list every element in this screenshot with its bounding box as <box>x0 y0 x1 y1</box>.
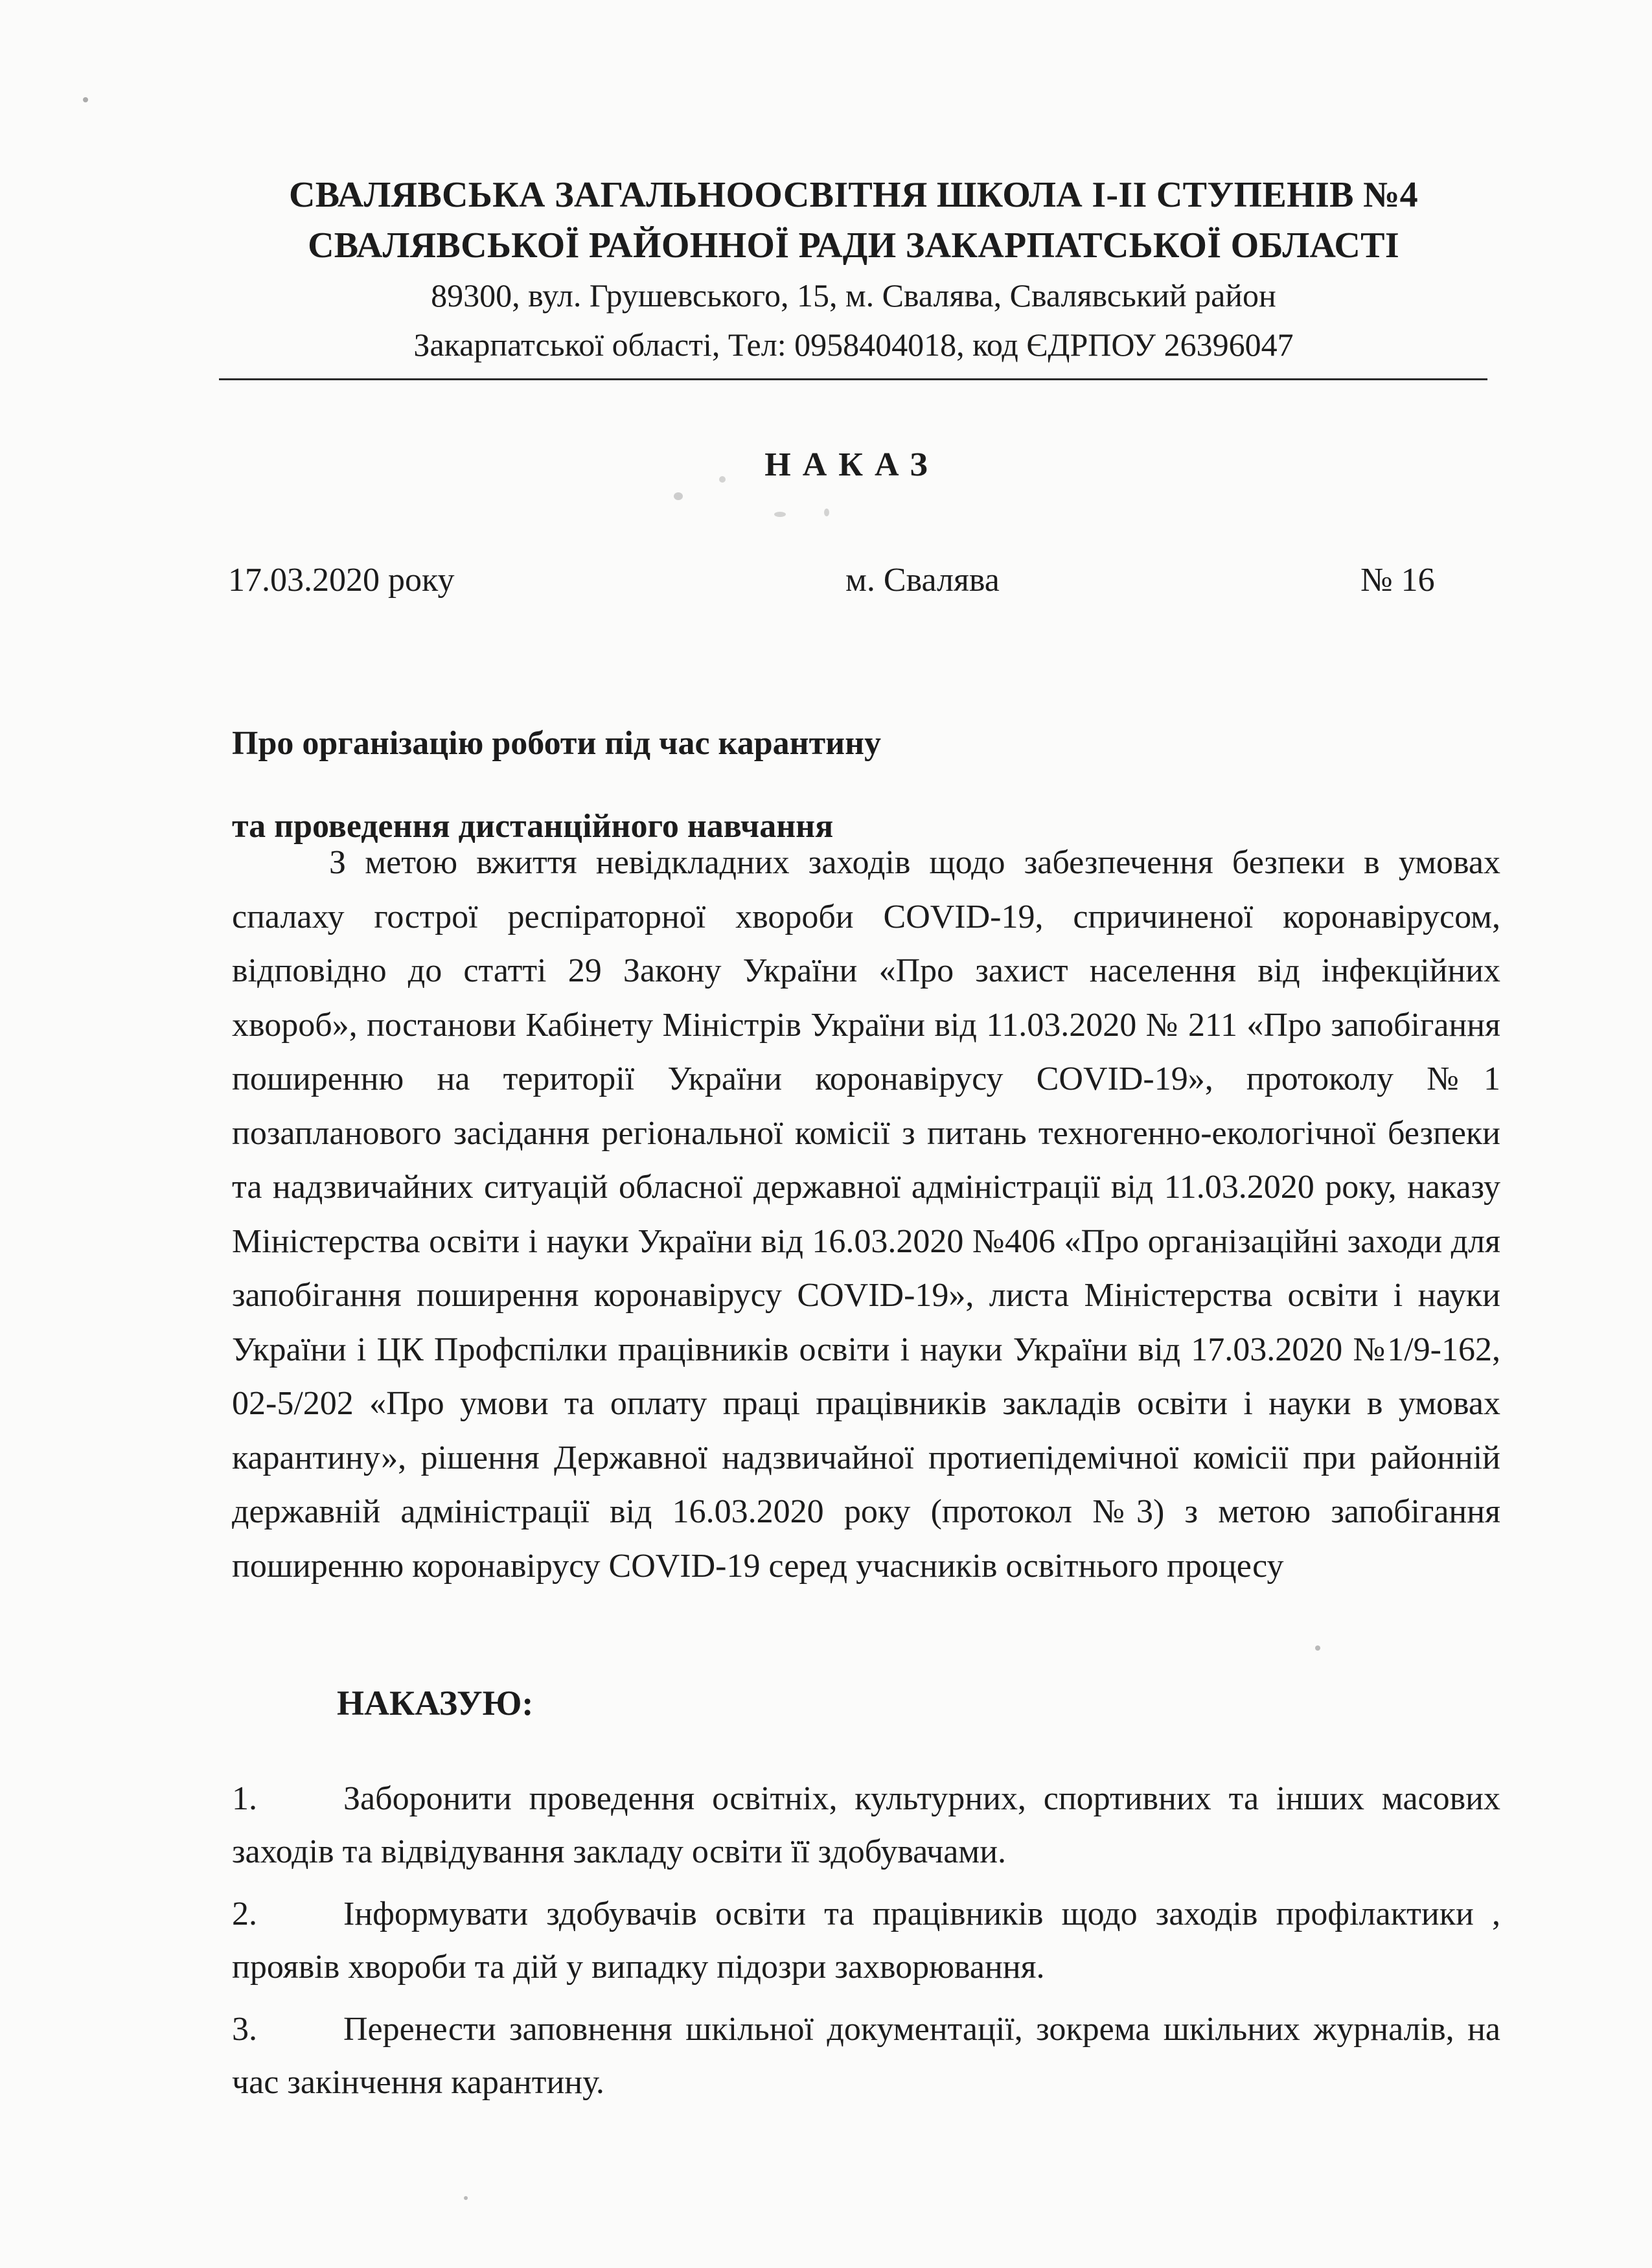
subject-line-1: Про організацію роботи під час карантину <box>232 725 882 762</box>
scan-speck <box>719 476 726 483</box>
scan-speck <box>774 512 786 517</box>
school-name: СВАЛЯВСЬКА ЗАГАЛЬНООСВІТНЯ ШКОЛА І-ІІ СТУПЕНІВ №4 <box>289 175 1418 215</box>
order-city: м. Свалява <box>845 562 1000 599</box>
document-title: НАКАЗ <box>764 446 939 483</box>
school-contacts: Закарпатської області, Тел: 0958404018, код ЄДРПОУ 26396047 <box>413 326 1294 363</box>
order-items <box>232 1772 1500 2118</box>
scan-speck <box>674 492 683 500</box>
decree-heading: НАКАЗУЮ: <box>337 1684 534 1723</box>
scan-speck <box>464 2196 468 2200</box>
order-date: 17.03.2020 року <box>228 562 455 599</box>
preamble-paragraph: З метою вжиття невідкладних заходів щодо забезпечення безпеки в умовах спалаху гострої респіраторної хвороби COVID-19, спричиненої коронавірусом, відповідно до статті 29 Закону України «Про захист населення від інфекційних хвороб», постанови Кабінету Міністрів України від 11.03.2020 № 211 «Про запобігання поширенню на території України коронавірусу COVID-19», протоколу №1 позапланового засідання регіональної комісії з питань техногенно-екологічної безпеки та надзвичайних ситуацій обласної державної адміністрації від 11.03.2020 року, наказу Міністерства освіти і науки України від 16.03.2020 №406 «Про організаційні заходи для запобігання поширення коронавірусу COVID-19», листа Міністерства освіти і науки України і ЦК Профспілки працівників освіти і науки України від 17.03.2020 №1/9-162, 02-5/202 «Про умови та оплату праці працівників закладів освіти і науки в умовах карантину», рішення Державної надзвичайної протиепідемічної комісії при районній державній адміністрації від 16.03.2020 року (протокол №3) з метою запобігання поширенню коронавірусу COVID-19 серед учасників освітнього процесу <box>232 844 1500 1585</box>
item-text: Заборонити проведення освітніх, культурних, спортивних та інших масових заходів та відвідування закладу освіти її здобувачами. <box>232 1780 1500 1870</box>
order-item: 1. Заборонити проведення освітніх, культурних, спортивних та інших масових заходів та відвідування закладу освіти її здобувачами. <box>232 1772 1500 1879</box>
letterhead-divider <box>219 378 1487 380</box>
scan-speck <box>824 509 829 516</box>
school-address: 89300, вул. Грушевського, 15, м. Свалява, Свалявський район <box>431 277 1276 314</box>
scan-speck <box>83 97 88 102</box>
item-text: Перенести заповнення шкільної документації, зокрема шкільних журналів, на час закінчення карантину. <box>232 2011 1500 2101</box>
subject-line-2: та проведення дистанційного навчання <box>232 808 834 845</box>
order-item: 2. Інформувати здобувачів освіти та працівників щодо заходів профілактики , проявів хвороби та дій у випадку підозри захворювання. <box>232 1888 1500 1994</box>
letterhead <box>214 170 1493 369</box>
item-text: Інформувати здобувачів освіти та працівників щодо заходів профілактики , проявів хвороби та дій у випадку підозри захворювання. <box>232 1896 1500 1986</box>
order-item: 3. Перенести заповнення шкільної документації, зокрема шкільних журналів, на час закінчення карантину. <box>232 2003 1500 2109</box>
order-number: № 16 <box>1360 562 1435 599</box>
scan-speck <box>1315 1645 1320 1651</box>
council-name: СВАЛЯВСЬКОЇ РАЙОННОЇ РАДИ ЗАКАРПАТСЬКОЇ ОБЛАСТІ <box>308 225 1399 266</box>
